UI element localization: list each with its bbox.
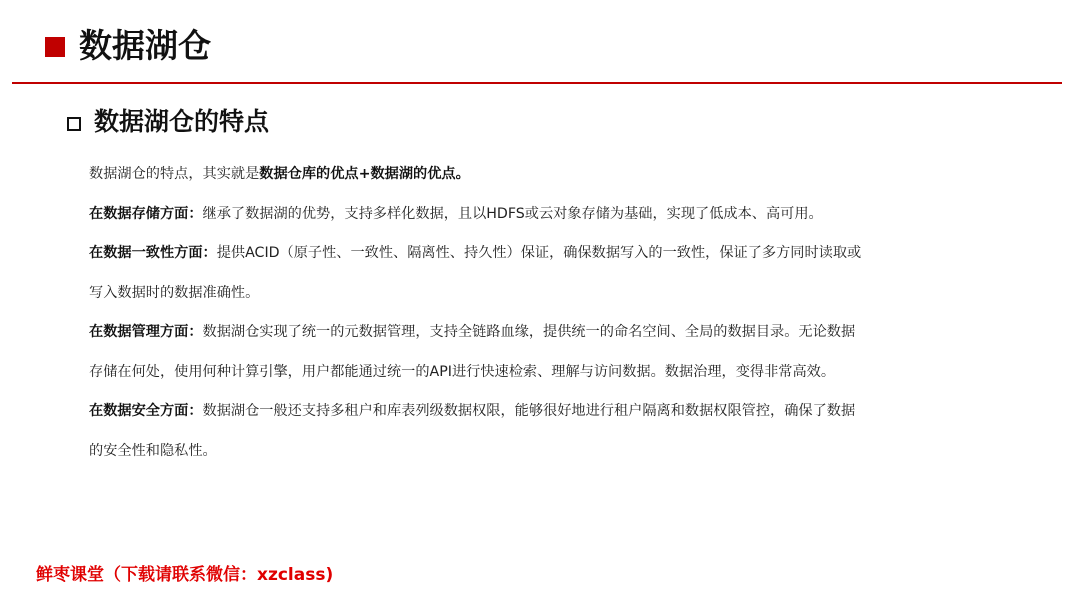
- security-label: 在数据安全方面：: [89, 403, 203, 419]
- intro-paragraph: [89, 155, 969, 195]
- section-bullet-square-icon: [67, 117, 81, 131]
- storage-label: 在数据存储方面：: [89, 205, 203, 222]
- security-paragraph-line2: [89, 432, 969, 472]
- security-text-1: 数据湖仓一般还支持多租户和库表列级数据权限，能够很好地进行租户隔离和数据权限管控，确保了数据: [202, 403, 856, 419]
- page-title: 数据湖仓: [79, 26, 211, 65]
- footer-watermark: 鲜枣课堂（下载请联系微信：xzclass): [36, 565, 334, 585]
- storage-text: 继承了数据湖的优势，支持多样化数据，且以HDFS或云对象存储为基础，实现了低成本、高可用。: [202, 205, 823, 222]
- management-text-1: 数据湖仓实现了统一的元数据管理，支持全链路血缘，提供统一的命名空间、全局的数据目录。无论数据: [202, 324, 856, 340]
- consistency-paragraph-line1: [89, 234, 969, 274]
- title-marker-square: [45, 37, 65, 57]
- management-text-2: 存储在何处，使用何种计算引擎，用户都能通过统一的API进行快速检索、理解与访问数据。数据治理，变得非常高效。: [89, 363, 836, 380]
- consistency-label: 在数据一致性方面：: [89, 245, 217, 261]
- consistency-text-1: 提供ACID（原子性、一致性、隔离性、持久性）保证，确保数据写入的一致性，保证了多方同时读取或: [216, 245, 862, 261]
- consistency-paragraph-line2: [89, 274, 969, 314]
- security-text-2: 的安全性和隐私性。: [89, 442, 217, 459]
- consistency-text-2: 写入数据时的数据准确性。: [89, 284, 260, 301]
- management-paragraph-line2: [89, 353, 969, 393]
- title-divider: [12, 82, 1062, 84]
- management-label: 在数据管理方面：: [89, 324, 203, 340]
- management-paragraph-line1: [89, 313, 969, 353]
- content-body: [89, 155, 969, 471]
- intro-emphasis: 数据仓库的优点+数据湖的优点。: [259, 166, 470, 182]
- intro-text: 数据湖仓的特点，其实就是: [89, 166, 260, 182]
- security-paragraph-line1: [89, 392, 969, 432]
- storage-paragraph: [89, 195, 969, 235]
- section-heading: 数据湖仓的特点: [94, 107, 270, 136]
